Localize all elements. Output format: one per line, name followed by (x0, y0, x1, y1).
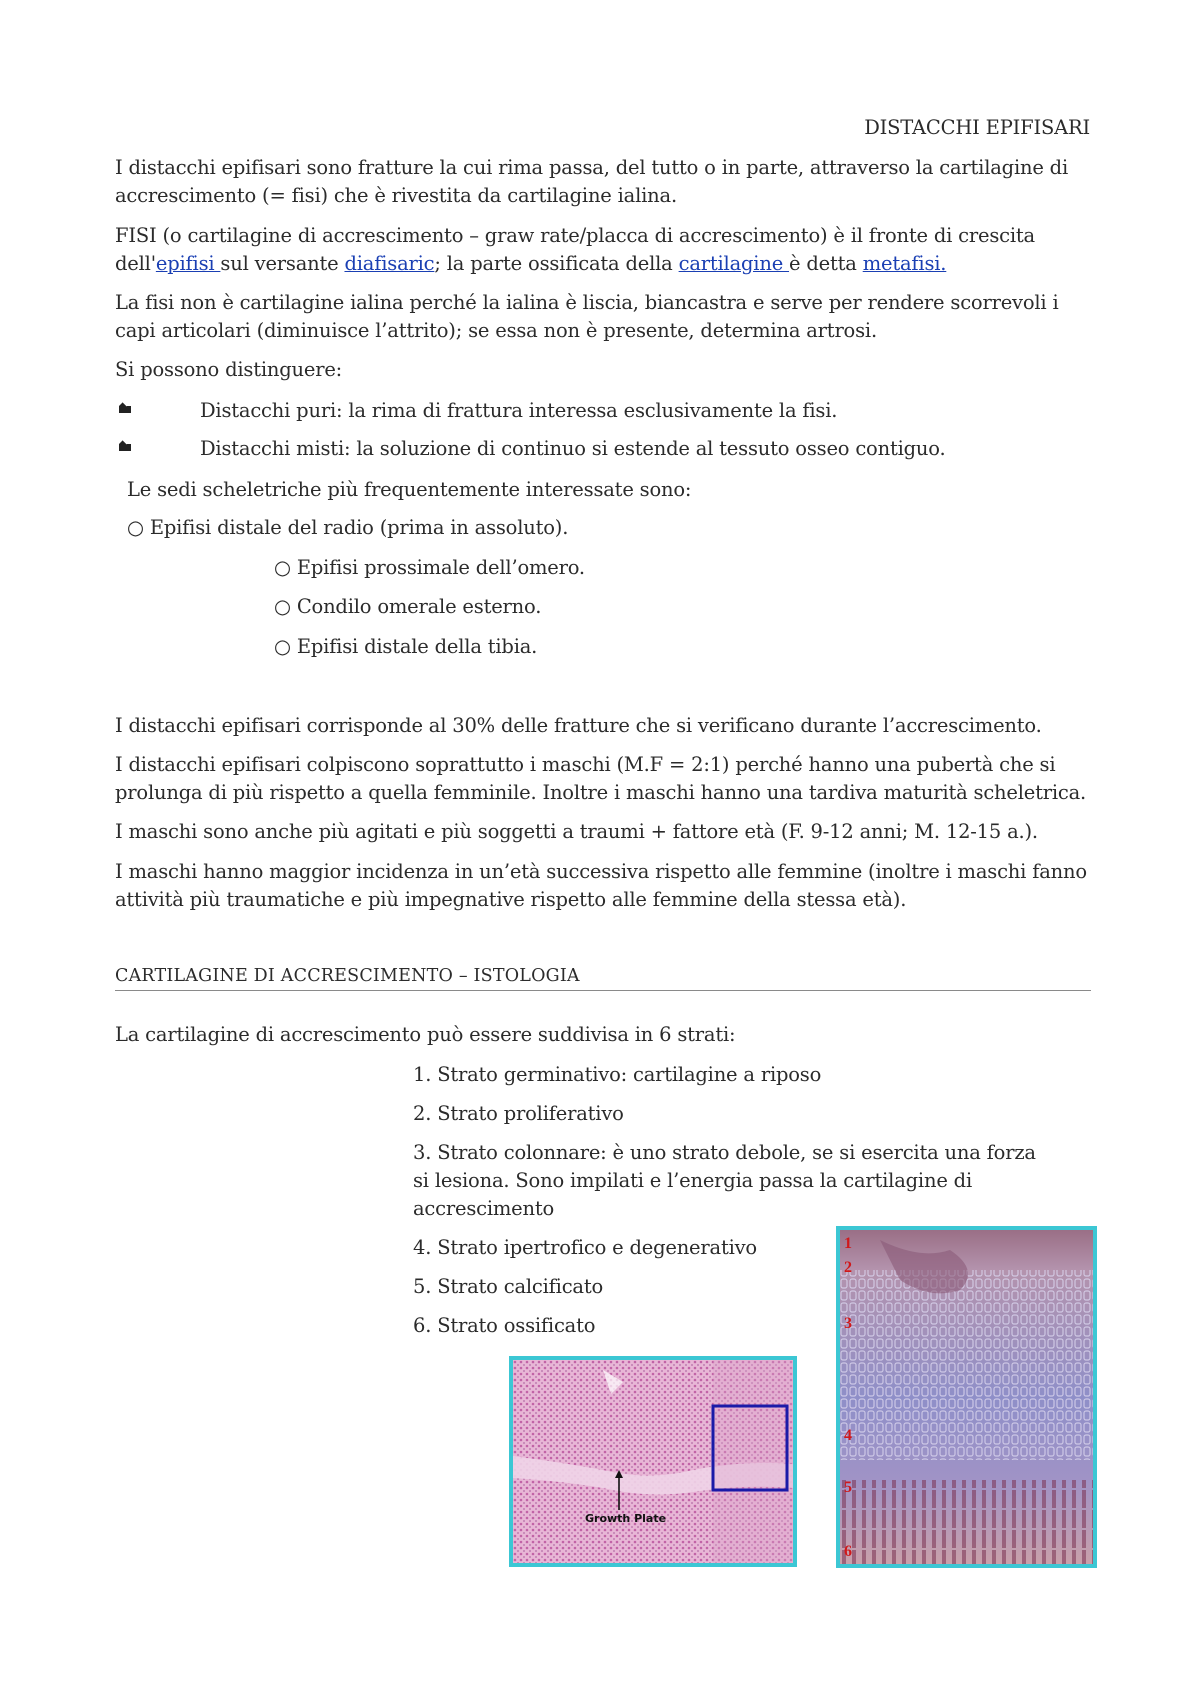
type-item-2: Distacchi misti: la soluzione di continuo si estende al tessuto osseo contiguo. (200, 437, 946, 460)
layer-item-1: 1. Strato germinativo: cartilagine a riposo (413, 1063, 822, 1086)
growth-plate-histology-image (509, 1356, 797, 1567)
layer-label-5: 5 (844, 1479, 852, 1496)
site-item-2: ○ Epifisi prossimale dell’omero. (274, 556, 585, 579)
layer-item-4: 4. Strato ipertrofico e degenerativo (413, 1236, 757, 1259)
pen-bullet-icon (117, 399, 133, 415)
layer-item-5: 5. Strato calcificato (413, 1275, 604, 1298)
link-metafisi[interactable]: metafisi. (862, 252, 947, 275)
layer-label-2: 2 (844, 1259, 852, 1276)
growth-plate-label: Growth Plate (585, 1512, 667, 1525)
intro-p2-text-c: ; la parte ossificata della (434, 252, 679, 275)
intro-paragraph-4: Si possono distinguere: (115, 358, 343, 381)
intro-p2-text-b: sul versante (220, 252, 345, 275)
stats-paragraph-4: I maschi hanno maggior incidenza in un’età successiva rispetto alle femmine (inoltre i maschi fanno attività più traumatiche e più impegnative rispetto alle femmine della stessa età). (115, 860, 1087, 911)
site-item-1: ○ Epifisi distale del radio (prima in assoluto). (127, 516, 569, 539)
site-item-3: ○ Condilo omerale esterno. (274, 595, 542, 618)
link-cartilagine[interactable]: cartilagine (678, 252, 790, 275)
layer-label-6: 6 (844, 1543, 852, 1560)
layer-label-1: 1 (844, 1235, 852, 1252)
stats-paragraph-2: I distacchi epifisari colpiscono soprattutto i maschi (M.F = 2:1) perché hanno una pubertà che si prolunga di più rispetto a quella femminile. Inoltre i maschi hanno una tardiva maturità scheletrica. (115, 753, 1087, 804)
site-item-4: ○ Epifisi distale della tibia. (274, 635, 538, 658)
layers-intro: La cartilagine di accrescimento può essere suddivisa in 6 strati: (115, 1023, 736, 1046)
sites-intro: Le sedi scheletriche più frequentemente interessate sono: (127, 478, 692, 501)
layer-label-3: 3 (844, 1315, 852, 1332)
link-epifisi[interactable]: epifisi (155, 252, 221, 275)
intro-p2-text-a: FISI (o cartilagine di accrescimento – graw rate/placca di accrescimento) è il fronte di crescita dell' (115, 224, 1035, 275)
intro-paragraph-1: I distacchi epifisari sono fratture la cui rima passa, del tutto o in parte, attraverso la cartilagine di accrescimento (= fisi) che è rivestita da cartilagine ialina. (115, 156, 1068, 207)
cartilage-layers-histology-image (836, 1226, 1097, 1568)
type-item-1: Distacchi puri: la rima di frattura interessa esclusivamente la fisi. (200, 399, 838, 422)
layer-label-4: 4 (844, 1427, 852, 1444)
pen-bullet-icon (117, 437, 133, 453)
intro-paragraph-3: La fisi non è cartilagine ialina perché la ialina è liscia, biancastra e serve per rendere scorrevoli i capi articolari (diminuisce l’attrito); se essa non è presente, determina artrosi. (115, 291, 1059, 342)
stats-paragraph-3: I maschi sono anche più agitati e più soggetti a traumi + fattore età (F. 9-12 anni; M. 12-15 a.). (115, 820, 1038, 843)
section-heading: CARTILAGINE DI ACCRESCIMENTO – ISTOLOGIA (115, 964, 1091, 991)
intro-p2-text-d: è detta (789, 252, 863, 275)
intro-paragraph-2 (115, 222, 1095, 278)
layer-item-6: 6. Strato ossificato (413, 1314, 596, 1337)
document-title: DISTACCHI EPIFISARI (864, 116, 1090, 139)
stats-paragraph-1: I distacchi epifisari corrisponde al 30% delle fratture che si verificano durante l’accrescimento. (115, 714, 1042, 737)
layer-item-2: 2. Strato proliferativo (413, 1102, 624, 1125)
link-diafisaric[interactable]: diafisaric (344, 252, 435, 275)
layer-item-3: 3. Strato colonnare: è uno strato debole, se si esercita una forza si lesiona. Sono impilati e l’energia passa la cartilagine di accrescimento (413, 1141, 1036, 1220)
